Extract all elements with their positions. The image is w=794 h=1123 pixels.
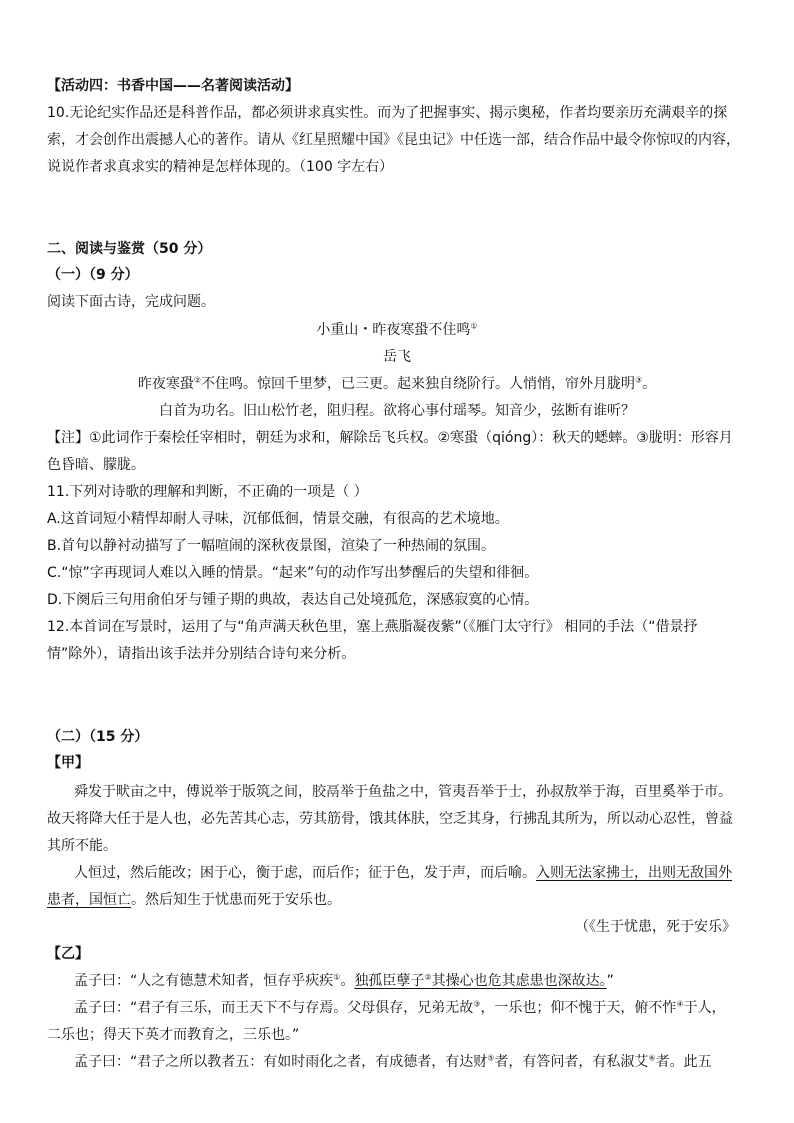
q12-line-2: 情”除外），请指出该手法并分别结合诗句来分析。 — [47, 646, 356, 662]
underlined-sentence: 入则无法家拂士，出则无敌国外 — [536, 865, 732, 881]
yi-para1: 孟子曰：“人之有德慧术知者，恒存乎疢疾①。独孤臣孽子②其操心也危其虑患也深故达。” — [74, 972, 614, 989]
q10-line-1: 10.无论纪实作品还是科普作品，都必须讲求真实性。而为了把握事实、揭示奥秘，作者均要亲历充满艰辛的探 — [47, 105, 728, 121]
poem-notes-line-1: 【注】①此词作于秦桧任宰相时，朝廷为求和，解除岳飞兵权。②寒蛩（qióng）：秋天的蟋蟀。③胧明：形容月 — [47, 430, 733, 446]
underlined-sentence-cont: 患者，国恒亡 — [47, 892, 131, 908]
yi-label: 【乙】 — [47, 946, 89, 962]
poem-author: 岳飞 — [383, 349, 411, 365]
q11-option-c: C.“惊”字再现词人难以入睡的情景。“起来”句的动作写出梦醒后的失望和徘徊。 — [47, 565, 539, 581]
q11-option-a: A.这首词短小精悍却耐人寻味，沉郁低徊，情景交融，有很高的艺术境地。 — [47, 511, 509, 527]
poem-line-2: 白首为功名。旧山松竹老，阻归程。欲将心事付瑶琴。知音少，弦断有谁听？ — [159, 403, 635, 419]
yi-para2-line-2: 二乐也；得天下英才而教育之，三乐也。” — [47, 1027, 300, 1043]
jia-para1-line-3: 其所不能。 — [47, 838, 117, 854]
part1-heading: （一）（9 分） — [47, 267, 139, 283]
poem-line-1: 昨夜寒蛩②不住鸣。惊回千里梦，已三更。起来独自绕阶行。人悄悄，帘外月胧明③。 — [137, 375, 657, 392]
poem-notes-line-2: 色昏暗、朦胧。 — [47, 457, 145, 473]
part2-heading: （二）（15 分） — [47, 729, 149, 745]
part1-instruction: 阅读下面古诗，完成问题。 — [47, 294, 215, 310]
jia-para2-line-2: 患者，国恒亡。然后知生于忧患而死于安乐也。 — [47, 892, 341, 908]
q10-line-2: 索，才会创作出震撼人心的著作。请从《红星照耀中国》《昆虫记》中任选一部，结合作品中最令你惊叹的内容， — [47, 132, 740, 148]
q11-option-d: D.下阕后三句用俞伯牙与锺子期的典故，表达自己处境孤危，深感寂寞的心情。 — [47, 592, 539, 608]
jia-para1-line-1: 舜发于畎亩之中，傅说举于版筑之间，胶鬲举于鱼盐之中，管夷吾举于士，孙叔敖举于海，百里奚举于市。 — [74, 784, 732, 800]
jia-para2-line-1: 人恒过，然后能改；困于心，衡于虑，而后作；征于色，发于声，而后喻。入则无法家拂士，出则无敌国外 — [74, 865, 732, 881]
section2-heading: 二、阅读与鉴赏（50 分） — [47, 241, 212, 257]
q10-line-3: 说说作者求真求实的精神是怎样体现的。（100 字左右） — [47, 159, 394, 175]
jia-source: （《生于忧患，死于安乐》 — [575, 919, 736, 935]
q12-line-1: 12.本首词在写景时，运用了与“角声满天秋色里，塞上燕脂凝夜紫”（《雁门太守行》 相同的手法（“借景抒 — [47, 619, 698, 635]
underlined-sentence-yi: 独孤臣孽子②其操心也危其虑患也深故达。 — [354, 972, 607, 989]
yi-para3-line-1: 孟子曰：“君子之所以教者五：有如时雨化之者，有成德者，有达财⑤者，有答问者，有私淑艾⑥者。此五 — [74, 1053, 712, 1070]
yi-para2-line-1: 孟子曰：“君子有三乐，而王天下不与存焉。父母俱存，兄弟无故③，一乐也；仰不愧于天，俯不怍④于人， — [74, 999, 726, 1016]
jia-para1-line-2: 故天将降大任于是人也，必先苦其心志，劳其筋骨，饿其体肤，空乏其身，行拂乱其所为，所以动心忍性，曾益 — [47, 811, 733, 827]
poem-title: 小重山・昨夜寒蛩不住鸣① — [316, 321, 478, 338]
jia-label: 【甲】 — [47, 755, 89, 771]
activity4-heading: 【活动四：书香中国——名著阅读活动】 — [47, 78, 299, 94]
q11-option-b: B.首句以静衬动描写了一幅喧闹的深秋夜景图，渲染了一种热闹的氛围。 — [47, 538, 496, 554]
q11-stem: 11.下列对诗歌的理解和判断，不正确的一项是（ ） — [47, 484, 368, 500]
